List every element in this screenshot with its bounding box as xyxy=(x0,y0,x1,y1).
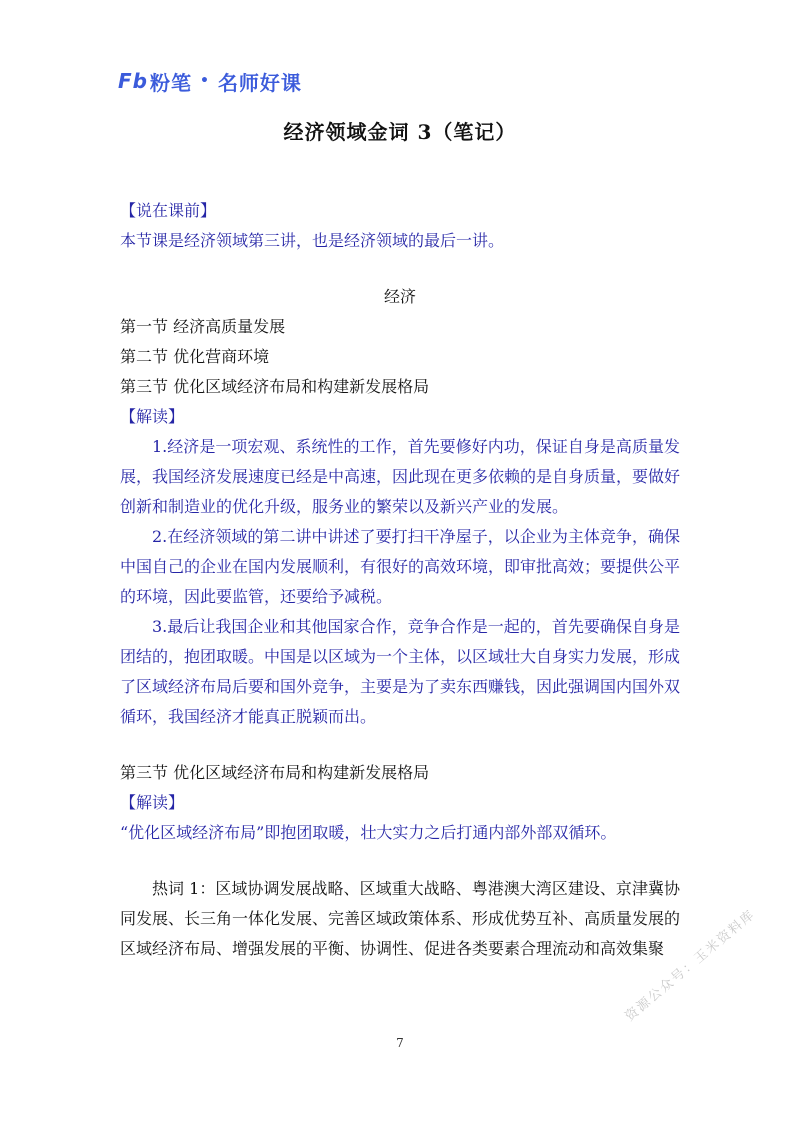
page-number: 7 xyxy=(396,1036,404,1050)
section3-text: “优化区域经济布局”即抱团取暖，壮大实力之后打通内部外部双循环。 xyxy=(120,823,617,842)
page-title: 经济领域金词 3（笔记） xyxy=(283,120,517,144)
toc-item-2: 第二节 优化营商环境 xyxy=(120,347,270,366)
interpret-heading: 【解读】 xyxy=(120,407,185,426)
logo-brand: 粉笔 xyxy=(149,70,192,95)
point-1: 1.经济是一项宏观、系统性的工作，首先要修好内功，保证自身是高质量发展，我国经济发展速度已经是中高速，因此现在更多依赖的是自身质量，要做好创新和制造业的优化升级，服务业的繁荣以及新兴产业的发展。 xyxy=(120,437,681,516)
point-2: 2.在经济领域的第二讲中讲述了要打扫干净屋子，以企业为主体竞争，确保中国自己的企业在国内发展顺利，有很好的高效环境，即审批高效；要提供公平的环境，因此要监管，还要给予减税。 xyxy=(120,527,681,606)
watermark: 资源公众号：玉米资料库 xyxy=(622,906,759,1025)
section3-interpret: 【解读】 xyxy=(120,793,185,812)
intro-heading: 【说在课前】 xyxy=(120,201,217,220)
section-title: 经济 xyxy=(383,287,416,306)
section3-heading: 第三节 优化区域经济布局和构建新发展格局 xyxy=(120,763,430,782)
logo-mark: Fb xyxy=(118,69,148,93)
logo-tagline: 名师好课 xyxy=(217,70,302,95)
brand-logo xyxy=(118,64,302,98)
logo-dot: • xyxy=(199,73,210,89)
hotword-paragraph: 热词 1：区域协调发展战略、区域重大战略、粤港澳大湾区建设、京津冀协同发展、长三角一体化发展、完善区域政策体系、形成优势互补、高质量发展的区域经济布局、增强发展的平衡、协调性、促进各类要素合理流动和高效集聚 xyxy=(120,879,681,958)
intro-text: 本节课是经济领域第三讲，也是经济领域的最后一讲。 xyxy=(120,231,505,250)
point-3: 3.最后让我国企业和其他国家合作，竞争合作是一起的，首先要确保自身是团结的，抱团取暖。中国是以区域为一个主体，以区域壮大自身实力发展，形成了区域经济布局后要和国外竞争，主要是为了卖东西赚钱，因此强调国内国外双循环，我国经济才能真正脱颖而出。 xyxy=(120,617,681,726)
toc-item-1: 第一节 经济高质量发展 xyxy=(120,317,286,336)
toc-item-3: 第三节 优化区域经济布局和构建新发展格局 xyxy=(120,377,430,396)
document-body xyxy=(120,196,680,964)
